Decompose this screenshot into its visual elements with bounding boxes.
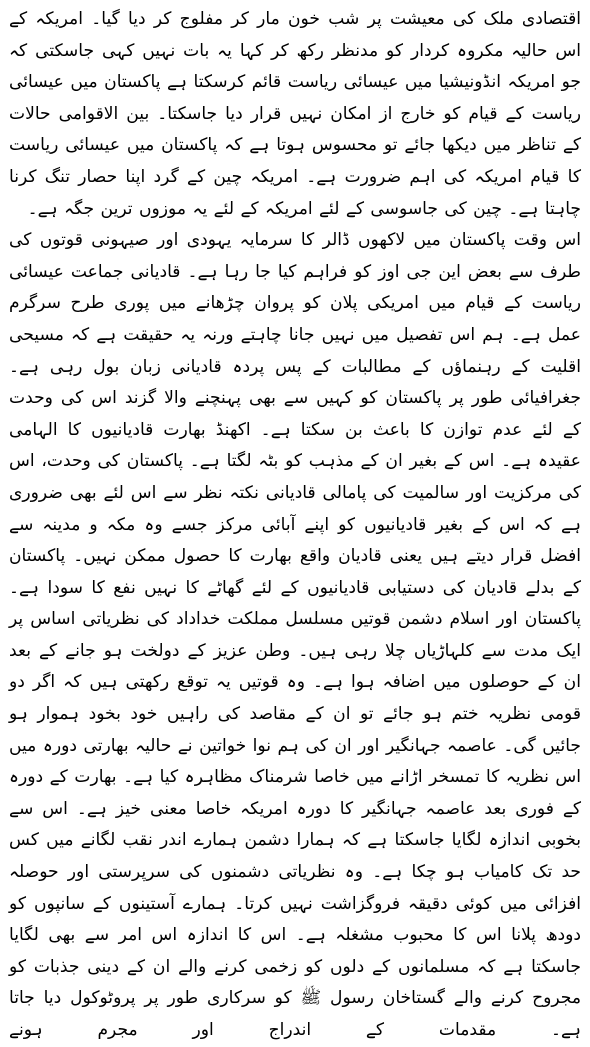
paragraph-1: اقتصادی ملک کی معیشت پر شب خون مار کر مفلوج کر دیا گیا۔ امریکہ کے اس حالیہ مکروہ کردار کو مدنظر رکھ کر کہا یہ بات نہیں کہی جاسکتی کہ جو امریکہ انڈونیشیا میں عیسائی ریاست قائم کرسکتا ہے پاکستان میں عیسائی ریاست کے قیام کو خارج از امکان نہیں قرار دیا جاسکتا۔ بین الاقوامی حالات کے تناظر میں دیکھا جائے تو محسوس ہوتا ہے کہ پاکستان میں عیسائی ریاست کا قیام امریکہ کی اہم ضرورت ہے۔ امریکہ چین کے گرد اپنا حصار تنگ کرنا چاہتا ہے۔ چین کی جاسوسی کے لئے امریکہ کے لئے یہ موزوں ترین جگہ ہے۔: [9, 9, 581, 219]
paragraph-2: اس وقت پاکستان میں لاکھوں ڈالر کا سرمایہ یہودی اور صیہونی قوتوں کی طرف سے بعض این جی اوز کو فراہم کیا جا رہا ہے۔ قادیانی جماعت عیسائی ریاست کے قیام میں امریکی پلان کو پروان چڑھانے میں پوری طرح سرگرم عمل ہے۔ ہم اس تفصیل میں نہیں جانا چاہتے ورنہ یہ حقیقت ہے کہ مسیحی اقلیت کے رہنماؤں کے مطالبات کے پس پردہ قادیانی زبان بول رہی ہے۔ جغرافیائی طور پر پاکستان کو کہیں سے بھی پہنچنے والا گزند اس کی وحدت کے لئے عدم توازن کا باعث بن سکتا ہے۔ اکھنڈ بھارت قادیانیوں کا الہامی عقیدہ ہے۔ اس کے بغیر ان کے مذہب کو بٹہ لگتا ہے۔ پاکستان کی وحدت، اس کی مرکزیت اور سالمیت کی پامالی قادیانی نکتہ نظر سے اس لئے بھی ضروری ہے کہ اس کے بغیر قادیانیوں کو اپنے آبائی مرکز جسے وہ مکہ و مدینہ سے افضل قرار دیتے ہیں یعنی قادیان واقع بھارت کا حصول ممکن نہیں۔ پاکستان کے بدلے قادیان کی دستیابی قادیانیوں کے لئے گھاٹے کا نہیں نفع کا سودا ہے۔ پاکستان اور اسلام دشمن قوتیں مسلسل مملکت خداداد کی نظریاتی اساس پر ایک مدت سے کلہاڑیاں چلا رہی ہیں۔ وطن عزیز کے دولخت ہو جانے کے بعد ان کے حوصلوں میں اضافہ ہوا ہے۔ وہ قوتیں یہ توقع رکھتی ہیں کہ اگر دو قومی نظریہ ختم ہو جائے تو ان کے مقاصد کی راہیں خود بخود ہموار ہو جائیں گی۔ عاصمہ جہانگیر اور ان کی ہم نوا خواتین نے حالیہ بھارتی دورہ میں اس نظریہ کا تمسخر اڑانے میں خاصا شرمناک مظاہرہ کیا ہے۔ بھارت کے دورہ کے فوری بعد عاصمہ جہانگیر کا دورہ امریکہ خاصا معنی خیز ہے۔ اس سے بخوبی اندازہ لگایا جاسکتا ہے کہ ہمارا دشمن ہمارے اندر نقب لگانے میں کس حد تک کامیاب ہو چکا ہے۔ وہ نظریاتی دشمنوں کی سرپرستی اور حوصلہ افزائی میں کوئی دقیقہ فروگزاشت نہیں کرتا۔ ہمارے آستینوں کے سانپوں کو دودھ پلانا اس کا محبوب مشغلہ ہے۔ اس کا اندازہ اس امر سے بھی لگایا جاسکتا ہے کہ مسلمانوں کے دلوں کو زخمی کرنے والے ان کے دینی جذبات کو مجروح کرنے والے گستاخان رسول ﷺ کو سرکاری طور پر پروٹوکول دیا جاتا ہے۔ مقدمات کے اندراج اور مجرم ہونے: [9, 230, 581, 1040]
